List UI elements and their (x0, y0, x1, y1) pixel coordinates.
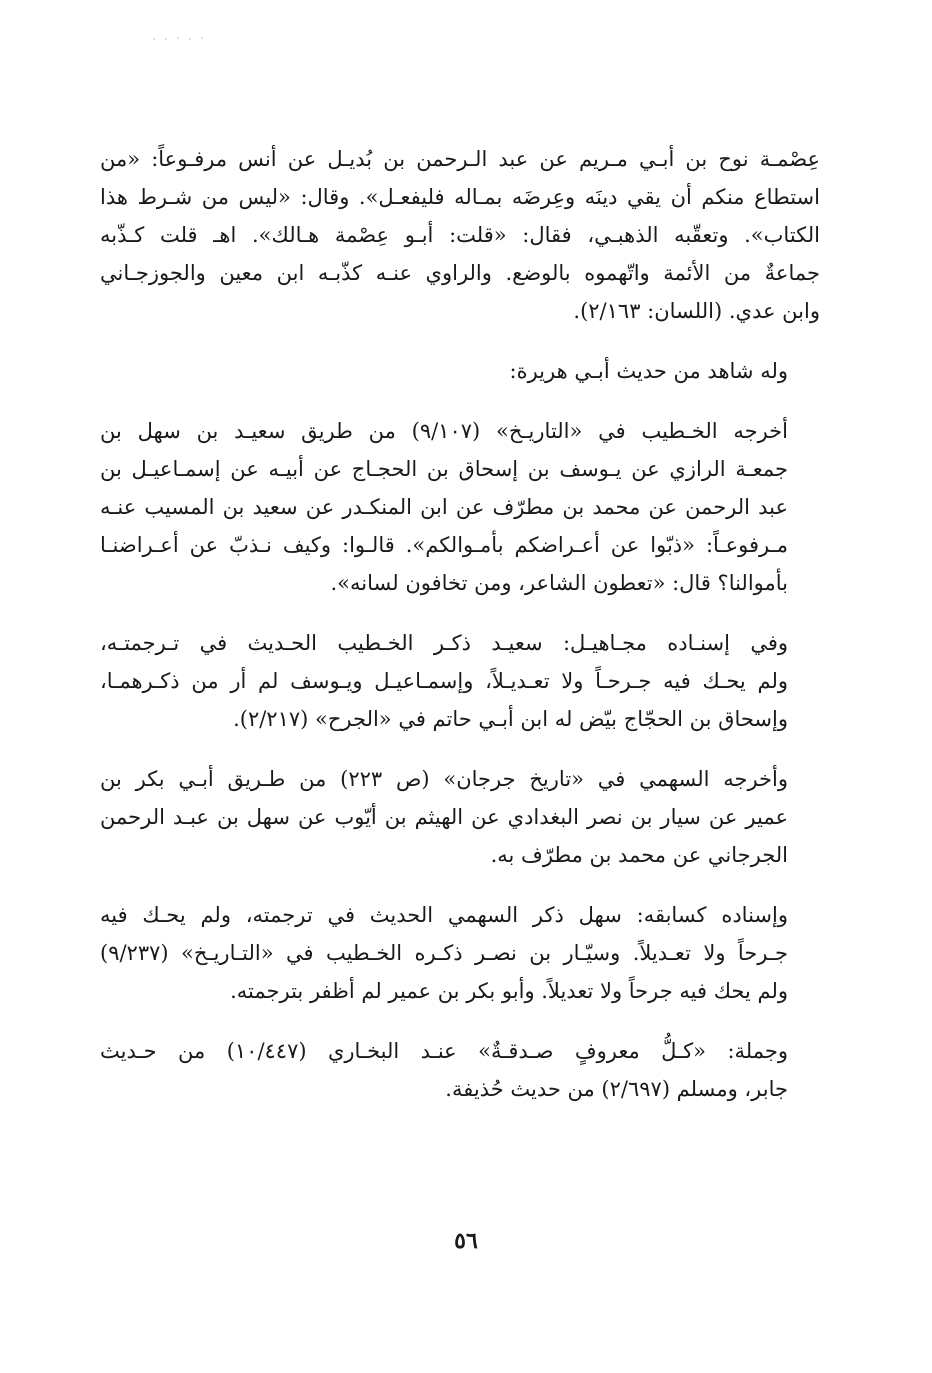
paragraph (100, 140, 820, 330)
text-line: الجرجاني عن محمد بن مطرّف به. (490, 843, 788, 867)
text-line: جمعـة الرازي عن يـوسف بن إسحاق بن الحجـاج عن أبيـه عن إسمـاعيـل بن (100, 457, 788, 481)
page-body (100, 140, 820, 1120)
text-line: وابن عدي. (اللسان: ٢/١٦٣). (573, 299, 820, 323)
text-line: الكتاب». وتعقّبه الذهبـي، فقال: «قلت: أبـو عِصْمة هـالك». اهـ قلت كـذّبه (100, 223, 820, 247)
text-line: ولم يحـك فيه جـرحـاً ولا تعـديـلاً، وإسمـاعيـل ويـوسف لم أر من ذكـرهمـا، (100, 669, 788, 693)
text-line: وإسحاق بن الحجّاج بيّض له ابن أبـي حاتم في «الجرح» (٢/٢١٧). (233, 707, 788, 731)
text-line: جـرحاً ولا تعـديلاً. وسيّـار بن نصـر ذكـره الخـطيب في «التـاريـخ» (٩/٢٣٧) (100, 941, 788, 965)
paragraph (100, 896, 820, 1010)
text-line: أخرجه الخـطيب في «التاريـخ» (٩/١٠٧) من طريق سعيـد بن سهل بن (100, 419, 788, 443)
text-line: وأخرجه السهمي في «تاريخ جرجان» (ص ٢٢٣) من طـريق أبـي بكر بن (100, 767, 788, 791)
text-line: مـرفوعـاً: «ذبّوا عن أعـراضكم بأمـوالكم». قالـوا: وكيف نـذبّ عن أعـراضنـا (100, 533, 788, 557)
paragraph (100, 412, 820, 602)
text-line: عِصْمـة نوح بن أبـي مـريم عن عبد الـرحمن بن بُديـل عن أنس مرفـوعاً: «من (100, 147, 820, 171)
text-line: وله شاهد من حديث أبـي هريرة: (509, 359, 788, 383)
text-line: عبد الرحمن عن محمد بن مطرّف عن ابن المنكـدر عن سعيد بن المسيب عنـه (100, 495, 788, 519)
text-line: عمير عن سيار بن نصر البغدادي عن الهيثم بن أيّوب عن سهل بن عبـد الرحمن (100, 805, 788, 829)
text-line: استطاع منكم أن يقي دينَه وعِرضَه بمـاله فليفعـل». وقال: «ليس من شـرط هذا (100, 185, 820, 209)
text-line: جابر، ومسلم (٢/٦٩٧) من حديث حُذيفة. (445, 1077, 788, 1101)
paragraph (100, 1032, 820, 1108)
scan-specks (150, 36, 210, 42)
text-line: ولم يحك فيه جرحاً ولا تعديلاً. وأبو بكر بن عمير لم أظفر بترجمته. (230, 979, 788, 1003)
paragraph (100, 624, 820, 738)
text-line: وفي إسنـاده مجـاهيـل: سعيـد ذكـر الخـطيب الحـديث في تـرجمتـه، (100, 631, 788, 655)
text-line: وجملة: «كـلُّ معروفٍ صـدقـةٌ» عنـد البخـاري (١٠/٤٤٧) من حـديث (100, 1039, 788, 1063)
page-number: ٥٦ (454, 1228, 478, 1254)
text-line: وإسناده كسابقه: سهل ذكر السهمي الحديث في ترجمته، ولم يحـك فيه (100, 903, 788, 927)
paragraph (100, 760, 820, 874)
text-line: بأموالنا؟ قال: «تعطون الشاعر، ومن تخافون لسانه». (330, 571, 788, 595)
paragraph (100, 352, 820, 390)
text-line: جماعةٌ من الأئمة واتّهموه بالوضع. والراوي عنـه كذّبـه ابن معين والجوزجـاني (100, 261, 820, 285)
